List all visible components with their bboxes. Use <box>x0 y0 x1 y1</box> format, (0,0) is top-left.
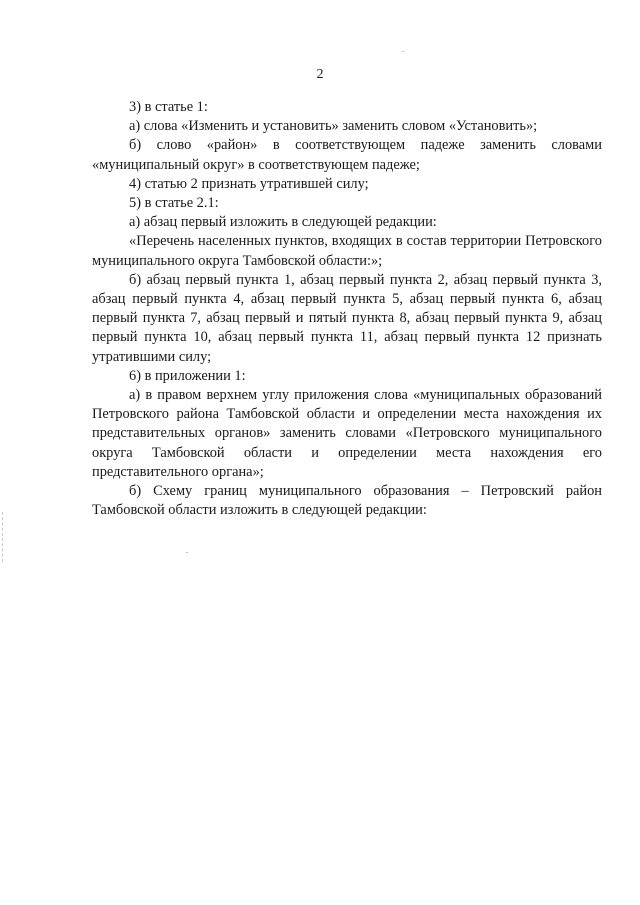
scan-speck <box>186 552 188 553</box>
scan-margin-mark <box>2 512 5 562</box>
paragraph-appendix-1: 6) в приложении 1: <box>129 367 246 384</box>
page-number: 2 <box>316 67 324 82</box>
scan-speck <box>402 51 404 52</box>
paragraph-article-1: 3) в статье 1: <box>129 99 208 115</box>
paragraph-2-1a: а) абзац первый изложить в следующей редакции: <box>129 214 437 231</box>
paragraph-article-2: 4) статью 2 признать утратившей силу; <box>129 175 369 192</box>
paragraph-quote: «Перечень населенных пунктов, входящих в состав территории Петровского муниципального округа Тамбовской области:»; <box>92 233 602 269</box>
document-body <box>92 98 602 520</box>
paragraph-1b: б) слово «район» в соответствующем падеже заменить словами «муниципальный округ» в соответствующем падеже; <box>92 137 602 173</box>
paragraph-appendix-b: б) Схему границ муниципального образования – Петровский район Тамбовской области изложить в следующей редакции: <box>92 483 602 519</box>
paragraph-article-2-1: 5) в статье 2.1: <box>129 195 219 212</box>
paragraph-2-1b: б) абзац первый пункта 1, абзац первый пункта 2, абзац первый пункта 3, абзац первый пункта 4, абзац первый пункта 5, абзац первый пункта 6, абзац первый пункта 7, абзац первый и пятый пункта 8, абзац первый пункта 9, абзац первый пункта 10, абзац первый пункта 11, абзац первый пункта 12 признать утратившими силу; <box>92 271 602 365</box>
paragraph-appendix-a: а) в правом верхнем углу приложения слова «муниципальных образований Петровского района Тамбовской области и определении места нахождения их представительных органов» заменить словами «Петровского муниципального округа Тамбовской области и определении места нахождения его представительного органа»; <box>92 387 602 480</box>
paragraph-1a: а) слова «Изменить и установить» заменить словом «Установить»; <box>129 118 538 135</box>
